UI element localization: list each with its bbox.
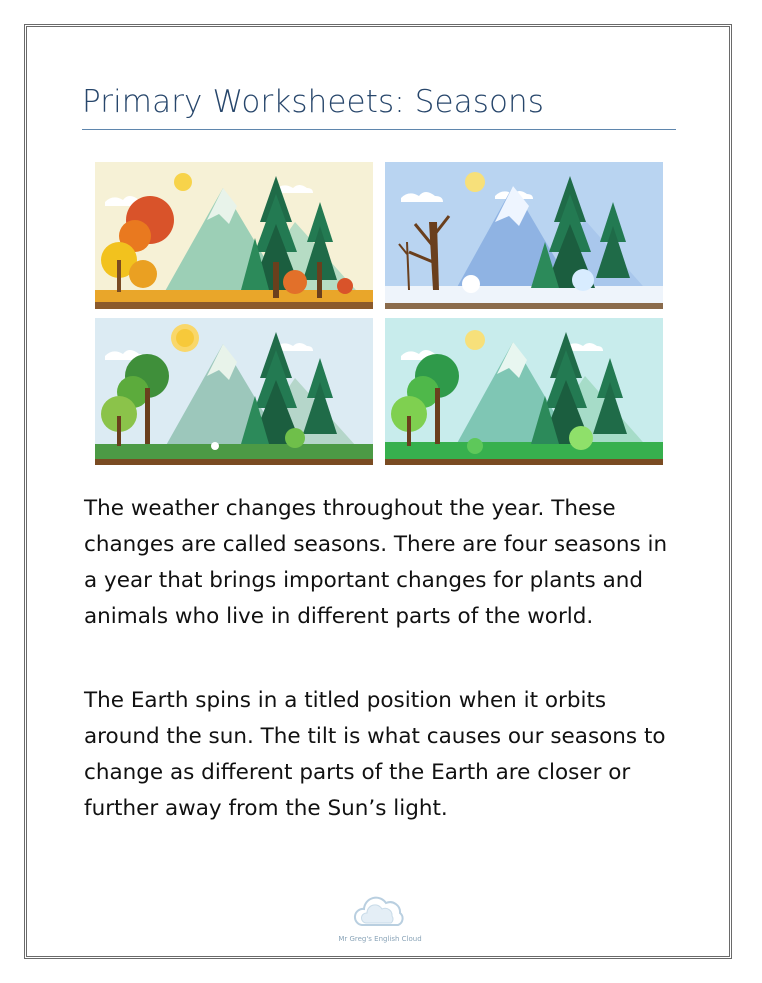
summer-scene-image (385, 318, 663, 465)
logo-text: Mr Greg's English Cloud (338, 935, 422, 943)
winter-scene-image (385, 162, 663, 309)
intro-paragraph: The weather changes throughout the year. These changes are called seasons. There are four seasons in a year that brings important changes for plants and animals who live in different parts of the world. (84, 496, 668, 629)
page-title: Primary Worksheets: Seasons (82, 84, 545, 120)
tilt-paragraph: The Earth spins in a titled position when it orbits around the sun. The tilt is what causes our seasons to change as different parts of the Earth are closer or further away from the Sun’s light. (84, 688, 666, 821)
cloud-icon (352, 895, 408, 931)
autumn-scene-image (95, 162, 373, 309)
seasons-illustration-grid (95, 162, 665, 468)
title-underline (82, 129, 676, 130)
spring-scene-image (95, 318, 373, 465)
brand-logo (330, 895, 430, 955)
